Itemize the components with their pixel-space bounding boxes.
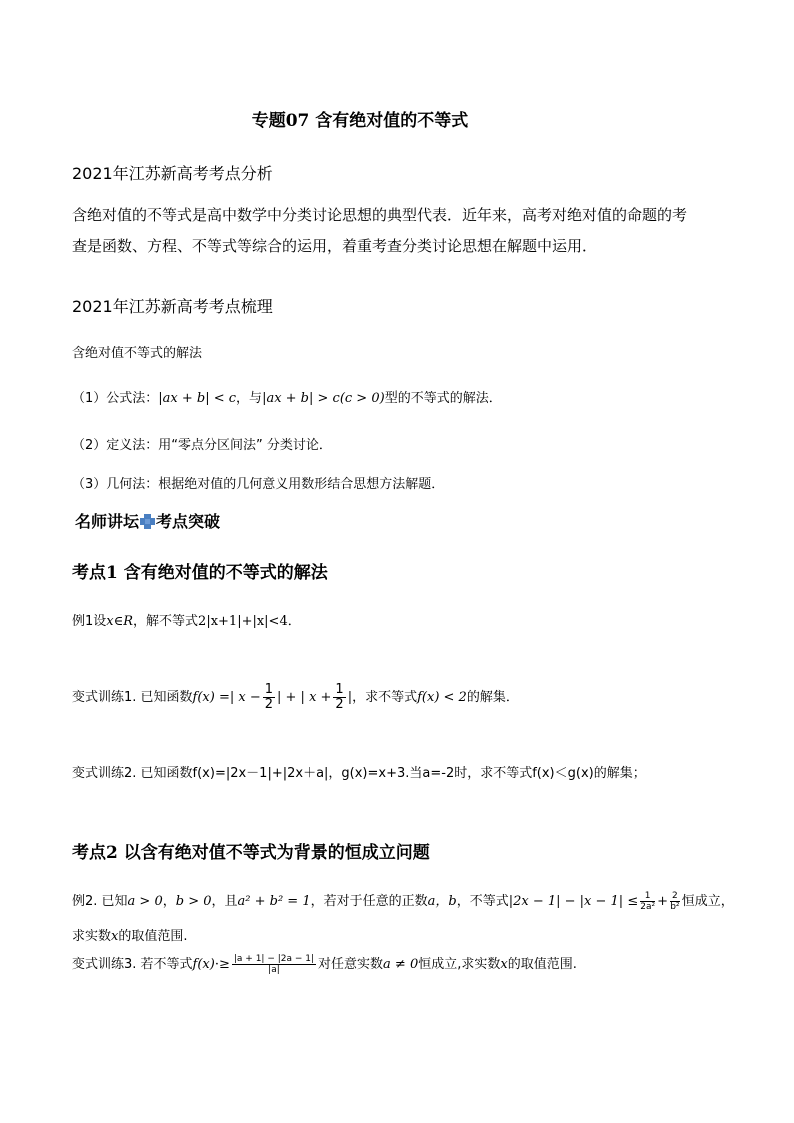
ex2-ab: a，b (427, 894, 457, 909)
v3-prefix: 变式训练3. 若不等式 (72, 957, 193, 972)
ex2-cond-sum: a² + b² = 1 (237, 894, 311, 909)
v1-function-mid: | + | x + (277, 690, 332, 705)
v3-mid: 对任意实数 (318, 957, 384, 972)
cross-badge-icon (140, 514, 155, 529)
analysis-paragraph-line-1: 含绝对值的不等式是高中数学中分类讨论思想的典型代表．近年来，高考对绝对值的命题的考 (72, 206, 688, 224)
ex2-prefix: 例2. 已知 (72, 894, 128, 909)
ex2-line2-a: 求实数 (72, 929, 112, 944)
ex2-cond-a: a > 0 (127, 894, 163, 909)
v1-frac1-num: 1 (264, 682, 274, 697)
v1-fraction-2 (333, 683, 345, 712)
ex1-inequality: 2|x+1|+|x|<4 (198, 614, 288, 629)
ex2-line2-b: 的取值范围. (118, 929, 188, 944)
v1-fraction-1 (263, 683, 275, 712)
item1-formula-2: |ax + b| > c(c > 0) (262, 391, 385, 406)
ex2-inequality: |2x − 1| − |x − 1| ≤ (508, 894, 639, 909)
example-2-line-2 (72, 925, 188, 944)
summary-item-3: （3）几何法：根据绝对值的几何意义用数形结合思想方法解题． (72, 477, 445, 492)
v3-dot: · (214, 957, 219, 972)
ex2-f1-den: 2a² (640, 902, 656, 912)
v3-text: 恒成立,求实数 (418, 957, 501, 972)
variant-3 (72, 953, 577, 975)
v1-function-close: | (347, 690, 353, 705)
ex1-mid: ，解不等式 (133, 614, 199, 629)
banner-right: 考点突破 (156, 512, 221, 531)
ex2-f2-num: 2 (671, 891, 678, 901)
ex2-ineq-text: ，不等式 (456, 894, 509, 909)
point1-heading: 考点1 含有绝对值的不等式的解法 (72, 563, 328, 583)
ex1-end: ． (287, 614, 301, 629)
ex2-sep: ， (162, 894, 176, 909)
banner (75, 509, 220, 532)
ex2-end: 恒成立， (681, 894, 734, 909)
ex2-f1-num: 1 (640, 891, 655, 902)
ex2-f2-den: b² (670, 902, 680, 912)
summary-subheading: 含绝对值不等式的解法 (72, 346, 203, 361)
ex2-plus: + (657, 894, 668, 909)
v1-frac1-den: 2 (264, 697, 274, 712)
ex2-fraction-2 (670, 891, 680, 912)
v3-end: 的取值范围. (507, 957, 577, 972)
v1-text: ，求不等式 (352, 690, 418, 705)
v1-prefix: 变式训练1. 已知函数 (72, 690, 193, 705)
banner-left: 名师讲坛 (75, 512, 140, 531)
item1-mid: ，与 (236, 391, 263, 406)
v3-cond: a ≠ 0 (383, 957, 419, 972)
ex2-mid: ，若对于任意的正数 (310, 894, 428, 909)
point2-heading: 考点2 以含有绝对值不等式为背景的恒成立问题 (72, 843, 430, 863)
v1-end: 的解集． (466, 690, 519, 705)
ex2-fraction-1 (640, 891, 655, 912)
analysis-paragraph-line-2: 查是函数、方程、不等式等综合的运用，着重考查分类讨论思想在解题中运用． (72, 237, 598, 255)
summary-item-1 (72, 387, 502, 406)
v1-frac2-den: 2 (335, 697, 344, 712)
v3-den: |a| (268, 965, 280, 975)
variant-2: 变式训练2. 已知函数f(x)=|2x－1|+|2x＋a|，g(x)=x+3.当a=-2时，求不等式f(x)＜g(x)的解集； (72, 766, 646, 781)
v1-frac2-num: 1 (335, 682, 344, 697)
ex1-prefix: 例1设 (72, 614, 107, 629)
example-2-line-1 (72, 890, 734, 912)
item1-formula-1: |ax + b| < c (158, 391, 237, 406)
summary-item-2: （2）定义法：用“零点分区间法” 分类讨论． (72, 438, 332, 453)
example-1 (72, 610, 301, 629)
v3-function: f(x) (192, 957, 215, 972)
section-heading-analysis: 2021年江苏新高考考点分析 (72, 164, 273, 183)
item1-prefix: （1）公式法： (72, 391, 159, 406)
ex2-cond-b: b > 0 (175, 894, 212, 909)
v3-x: x (500, 957, 508, 972)
page-title: 专题07 含有绝对值的不等式 (251, 111, 469, 131)
section-heading-summary: 2021年江苏新高考考点梳理 (72, 297, 273, 316)
variant-1 (72, 683, 519, 712)
v3-fraction (232, 954, 316, 975)
v3-ge: ≥ (218, 957, 230, 972)
v3-num: |a + 1| − |2a − 1| (233, 954, 315, 964)
v1-function-start: f(x) =| x − (192, 690, 261, 705)
v1-inequality: f(x) < 2 (417, 690, 467, 705)
ex2-line2-x: x (111, 929, 119, 944)
item1-suffix: 型的不等式的解法． (384, 391, 502, 406)
ex1-condition: x∈R (106, 614, 134, 629)
ex2-and: ，且 (211, 894, 238, 909)
